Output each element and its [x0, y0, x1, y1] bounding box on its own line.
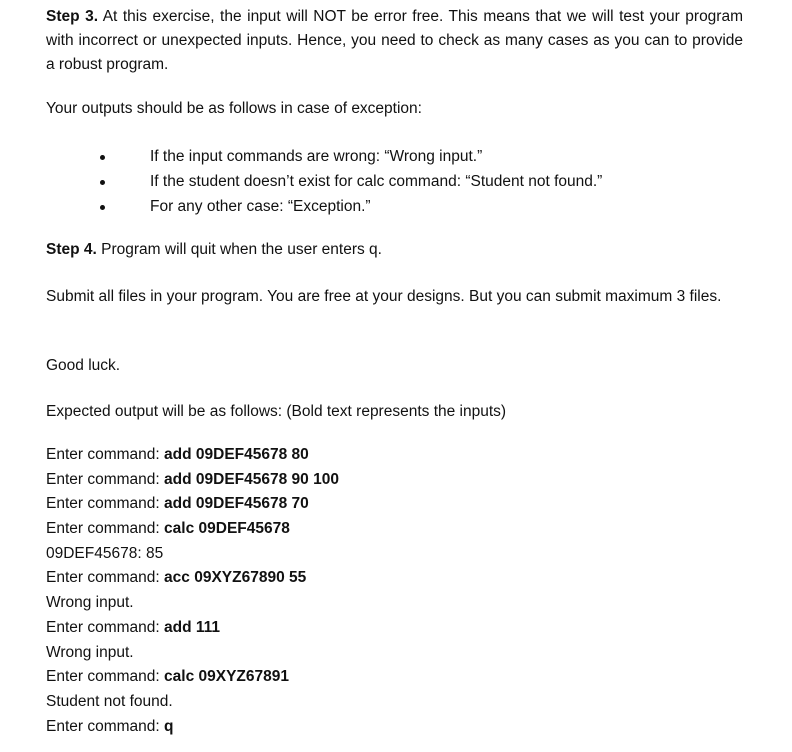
step4-label: Step 4.: [46, 241, 97, 258]
exceptions-intro: Your outputs should be as follows in case of exception:: [46, 100, 422, 117]
expected-output-intro: Expected output will be as follows: (Bold text represents the inputs): [46, 403, 507, 420]
console-prompt: Enter command:: [46, 717, 165, 735]
console-input: q: [164, 717, 174, 735]
bullet-dot-icon: [100, 155, 105, 160]
console-prompt: Enter command:: [46, 569, 165, 587]
console-input: calc 09DEF45678: [164, 520, 290, 538]
bullet-item: [46, 145, 746, 170]
console-input: add 09DEF45678 70: [164, 495, 309, 513]
console-line: [46, 468, 339, 493]
console-line: [46, 443, 339, 468]
console-prompt: Enter command:: [46, 668, 165, 686]
console-input: add 09DEF45678 90 100: [164, 470, 339, 488]
console-line: [46, 566, 339, 591]
bullet-text: If the student doesn’t exist for calc command: “Student not found.”: [150, 173, 603, 190]
console-output-line: Wrong input.: [46, 643, 134, 661]
console-output-line: 09DEF45678: 85: [46, 544, 164, 562]
bullet-text: If the input commands are wrong: “Wrong input.”: [150, 148, 483, 165]
bullet-dot-icon: [100, 180, 105, 185]
step3-paragraph: [46, 5, 743, 77]
console-prompt: Enter command:: [46, 520, 165, 538]
console-input: add 111: [164, 618, 221, 636]
console-line: [46, 492, 339, 517]
console-line: [46, 665, 339, 690]
step4-paragraph: [46, 238, 382, 262]
exception-bullet-list: [46, 145, 746, 220]
console-transcript: [46, 443, 339, 739]
submit-paragraph: Submit all files in your program. You are free at your designs. But you can submit maximum 3 files.: [46, 288, 722, 305]
console-prompt: Enter command:: [46, 495, 165, 513]
step3-label: Step 3.: [46, 8, 99, 25]
console-prompt: Enter command:: [46, 618, 165, 636]
good-luck-text: Good luck.: [46, 357, 121, 374]
bullet-item: [46, 170, 746, 195]
bullet-item: [46, 195, 746, 220]
console-input: add 09DEF45678 80: [164, 446, 309, 463]
step3-text: At this exercise, the input will NOT be error free. This means that we will test your program with incorrect or unexpected inputs. Hence, you need to check as many cases as you can to provide a robust program.: [46, 8, 743, 73]
bullet-text: For any other case: “Exception.”: [150, 198, 371, 215]
console-output-line: Wrong input.: [46, 594, 134, 612]
console-prompt: Enter command:: [46, 470, 165, 488]
console-input: calc 09XYZ67891: [164, 668, 289, 686]
console-prompt: Enter command:: [46, 446, 165, 463]
console-line: [46, 616, 339, 641]
console-output-line: Student not found.: [46, 692, 173, 710]
step4-text: Program will quit when the user enters q.: [96, 241, 382, 258]
console-input: acc 09XYZ67890 55: [164, 569, 307, 587]
console-line: [46, 517, 339, 542]
console-line: [46, 715, 339, 740]
bullet-dot-icon: [100, 205, 105, 210]
